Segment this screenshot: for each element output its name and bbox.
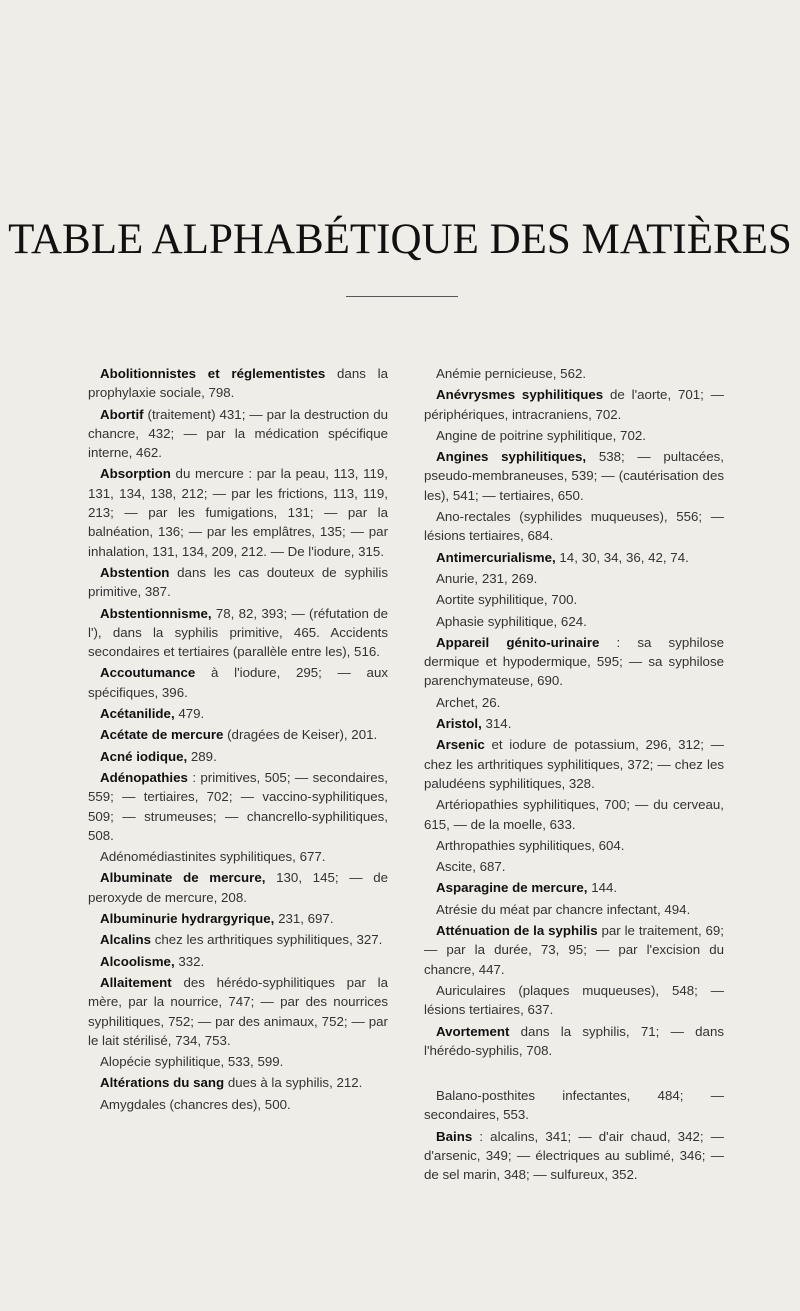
index-column-left (88, 364, 388, 1116)
entry-text: dues à la syphilis, 212. (224, 1075, 363, 1091)
index-entry (424, 981, 724, 1020)
entry-text: Ano-rectales (syphilides muqueuses), 556; — lésions tertiaires, 684. (424, 509, 724, 544)
entry-text: Anémie pernicieuse, 562. (436, 366, 587, 381)
index-entry (88, 1052, 388, 1071)
index-entry (88, 768, 388, 845)
entry-heading: Abolitionnistes et réglementistes (100, 366, 326, 381)
entry-text: 130, 145; — de peroxyde de mercure, 208. (88, 870, 389, 905)
entry-heading: Absorption (100, 466, 171, 482)
index-entry (88, 364, 388, 403)
entry-heading: Atténuation de la syphilis (436, 923, 598, 939)
entry-text: dans la prophylaxie sociale, 798. (88, 366, 388, 401)
entry-heading: Acétanilide, (100, 706, 175, 722)
index-entry (88, 847, 388, 866)
entry-text: chez les arthritiques syphilitiques, 327. (151, 932, 383, 948)
title-divider (346, 296, 458, 297)
entry-heading: Acétate de mercure (100, 727, 224, 743)
index-entry (88, 909, 388, 928)
index-entry (88, 405, 388, 463)
index-entry (88, 930, 388, 949)
index-entry (88, 973, 388, 1050)
entry-text: Auriculaires (plaques muqueuses), 548; — lésions tertiaires, 637. (424, 982, 724, 1018)
entry-text: Anurie, 231, 269. (436, 570, 538, 586)
index-entry (424, 447, 724, 505)
index-entry (424, 1086, 724, 1125)
entry-text: Atrésie du méat par chancre infectant, 494. (436, 901, 691, 917)
index-entry (424, 693, 724, 712)
index-entry (424, 1127, 724, 1185)
index-entry (88, 725, 388, 744)
entry-heading: Abstentionnisme, (100, 605, 212, 621)
index-entry (424, 590, 724, 609)
entry-text: : sa syphilose dermique et hypodermique, 595; — sa syphilose parenchymateuse, 690. (424, 634, 724, 689)
entry-heading: Adénopathies (100, 769, 188, 785)
index-entry (424, 507, 724, 546)
entry-heading: Alcalins (100, 932, 151, 948)
entry-text: du mercure : par la peau, 113, 119, 131, 134, 138, 212; — par les frictions, 113, 119, 213; — par les fumigations, 131; — par la balnéation, 136; — par les emplâtres, 135; — par inhalation, 131, 134, 209, 212. — De l'iodure, 315. (88, 466, 388, 559)
entry-heading: Acné iodique, (100, 748, 188, 764)
entry-heading: Antimercurialisme, (436, 549, 556, 565)
entry-heading: Abstention (100, 564, 170, 580)
entry-text: des hérédo-syphilitiques par la mère, par la nourrice, 747; — par des nourrices syphilitiques, 752; — par des animaux, 752; — par le lait stérilisé, 734, 753. (88, 974, 388, 1048)
entry-text: Artériopathies syphilitiques, 700; — du cerveau, 615, — de la moelle, 633. (424, 797, 724, 832)
entry-heading: Albuminate de mercure, (100, 870, 266, 886)
index-entry (424, 921, 724, 979)
entry-heading: Appareil génito-urinaire (436, 634, 600, 650)
entry-heading: Anévrysmes syphilitiques (436, 387, 604, 403)
index-entry (424, 548, 724, 567)
entry-text: Archet, 26. (436, 694, 501, 710)
entry-text: : primitives, 505; — secondaires, 559; — tertiaires, 702; — vaccino-syphilitiques, 509; — strumeuses; — chancrello-syphilitiques, 508. (88, 769, 388, 843)
index-entry (88, 1095, 388, 1114)
entry-text: Balano-posthites infectantes, 484; — secondaires, 553. (424, 1088, 724, 1123)
entry-text: 14, 30, 34, 36, 42, 74. (555, 549, 689, 565)
entry-text: 538; — pultacées, pseudo-membraneuses, 539; — (cautérisation des les), 541; — tertiaires, 650. (424, 449, 724, 503)
entry-heading: Albuminurie hydrargyrique, (100, 911, 275, 927)
index-entry (88, 563, 388, 602)
entry-text: de l'aorte, 701; — périphériques, intracraniens, 702. (424, 387, 724, 422)
entry-heading: Altérations du sang (100, 1075, 225, 1091)
entry-text: : alcalins, 341; — d'air chaud, 342; — d'arsenic, 349; — électriques au sublimé, 346; — de sel marin, 348; — sulfureux, 352. (424, 1128, 724, 1183)
entry-text: 332. (174, 953, 205, 969)
entry-heading: Angines syphilitiques, (436, 449, 587, 465)
entry-text: 144. (587, 880, 618, 896)
index-entry (424, 795, 724, 834)
entry-text: par le traitement, 69; — par la durée, 73, 95; — par l'excision du chancre, 447. (424, 923, 725, 977)
entry-text: Angine de poitrine syphilitique, 702. (436, 427, 646, 443)
index-entry (88, 747, 388, 766)
entry-text: Arthropathies syphilitiques, 604. (436, 837, 625, 853)
index-entry (424, 569, 724, 588)
entry-text: Aphasie syphilitique, 624. (436, 613, 587, 629)
index-entry (424, 735, 724, 793)
entry-text: Aortite syphilitique, 700. (436, 592, 578, 608)
entry-text: (traitement) 431; — par la destruction du chancre, 432; — par la médication spécifique interne, 462. (88, 406, 388, 461)
index-entry (424, 714, 724, 733)
entry-text: dans les cas douteux de syphilis primitive, 387. (88, 564, 388, 600)
index-entry (88, 464, 388, 560)
entry-heading: Bains (436, 1128, 473, 1144)
index-entry (424, 878, 724, 897)
index-entry (88, 604, 388, 662)
entry-text: (dragées de Keiser), 201. (223, 727, 378, 743)
entry-heading: Aristol, (436, 716, 482, 732)
entry-heading: Arsenic (436, 737, 485, 753)
entry-text: dans la syphilis, 71; — dans l'hérédo-syphilis, 708. (424, 1023, 724, 1058)
index-entry (88, 952, 388, 971)
entry-heading: Asparagine de mercure, (436, 880, 588, 896)
index-entry (424, 633, 724, 691)
index-entry (88, 704, 388, 723)
index-entry (424, 385, 724, 424)
entry-text: à l'iodure, 295; — aux spécifiques, 396. (88, 665, 388, 700)
index-entry (424, 612, 724, 631)
index-entry (424, 857, 724, 876)
entry-text: 78, 82, 393; — (réfutation de l'), dans la syphilis primitive, 465. Accidents secondaires et tertiaires (parallèle entre les), 516. (88, 605, 388, 660)
page-title: TABLE ALPHABÉTIQUE DES MATIÈRES (8, 215, 792, 263)
entry-text: Amygdales (chancres des), 500. (100, 1096, 291, 1112)
section-gap (424, 1062, 724, 1086)
entry-heading: Abortif (100, 406, 144, 422)
entry-text: Adénomédiastinites syphilitiques, 677. (100, 849, 326, 865)
entry-heading: Accoutumance (100, 665, 196, 681)
index-entry (424, 426, 724, 445)
entry-text: 314. (481, 716, 512, 732)
index-entry (88, 663, 388, 702)
entry-text: Ascite, 687. (436, 859, 506, 875)
entry-heading: Allaitement (100, 974, 172, 990)
index-entry (88, 1073, 388, 1092)
index-entry (424, 900, 724, 919)
entry-text: 231, 697. (274, 911, 334, 927)
entry-text: 289. (187, 748, 217, 764)
entry-text: Alopécie syphilitique, 533, 599. (100, 1054, 284, 1070)
index-entry (424, 1022, 724, 1061)
entry-text: 479. (174, 706, 205, 722)
entry-heading: Avortement (436, 1023, 510, 1039)
index-entry (424, 836, 724, 855)
index-column-right (424, 364, 724, 1187)
entry-text: et iodure de potassium, 296, 312; — chez les arthritiques syphilitiques, 372; — chez les paludéens syphilitiques, 328. (424, 737, 724, 791)
entry-heading: Alcoolisme, (100, 953, 175, 969)
index-entry (88, 868, 388, 907)
index-entry (424, 364, 724, 383)
